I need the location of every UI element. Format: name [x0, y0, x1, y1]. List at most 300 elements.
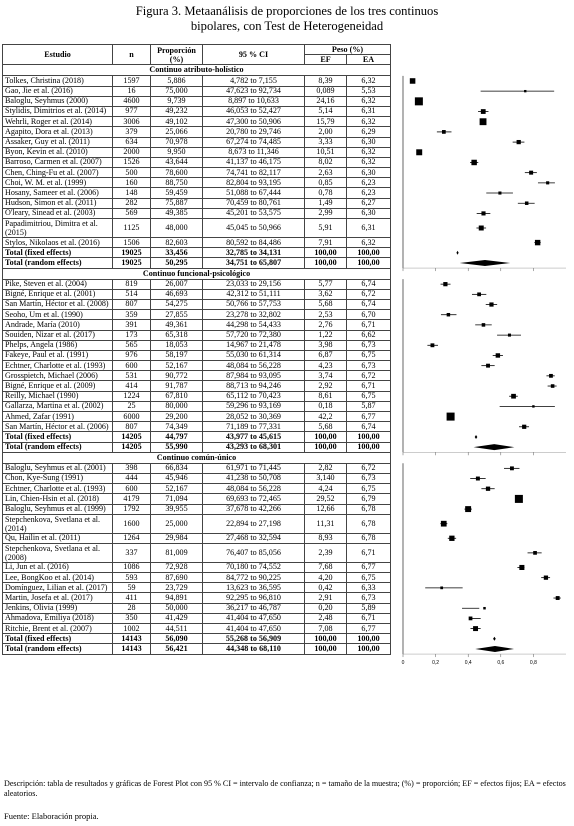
total-random-row: [3, 442, 391, 452]
weight-fixed: 0,18: [305, 401, 347, 411]
weight-fixed: 11,31: [305, 514, 347, 533]
confidence-interval: 80,592 to 84,486: [203, 238, 305, 248]
weight-random: 6,75: [347, 484, 391, 494]
point-estimate-marker: [524, 90, 526, 92]
weight-random: 6,70: [347, 310, 391, 320]
total-p: 44,797: [151, 432, 203, 442]
sample-size: 444: [113, 473, 151, 483]
proportion: 75,000: [151, 86, 203, 96]
sample-size: 6000: [113, 412, 151, 422]
study-row: [3, 310, 391, 320]
total-random-row: [3, 258, 391, 268]
total-n: 14143: [113, 634, 151, 644]
study-row: [3, 137, 391, 147]
weight-fixed: 0,78: [305, 188, 347, 198]
point-estimate-marker: [441, 521, 447, 527]
point-estimate-marker: [510, 466, 514, 470]
weight-random: 6,74: [347, 279, 391, 289]
weight-random: 6,77: [347, 562, 391, 572]
proportion: 82,603: [151, 238, 203, 248]
weight-random: 5,89: [347, 603, 391, 613]
point-estimate-marker: [549, 374, 553, 378]
confidence-interval: 22,894 to 27,198: [203, 514, 305, 533]
study-row: [3, 330, 391, 340]
sample-size: 359: [113, 310, 151, 320]
study-name: Ritchie, Brent et al. (2007): [3, 624, 113, 634]
weight-fixed: 4,24: [305, 484, 347, 494]
weight-fixed: 2,39: [305, 543, 347, 562]
point-estimate-marker: [476, 477, 480, 481]
proportion: 72,928: [151, 562, 203, 572]
weight-fixed: 8,39: [305, 76, 347, 86]
sample-size: 3006: [113, 117, 151, 127]
study-name: Reilly, Michael (1990): [3, 391, 113, 401]
study-row: [3, 562, 391, 572]
study-row: [3, 361, 391, 371]
proportion: 41,429: [151, 613, 203, 623]
weight-fixed: 8,61: [305, 391, 347, 401]
study-row: [3, 96, 391, 106]
study-name: Agapito, Dora et al. (2013): [3, 127, 113, 137]
confidence-interval: 45,201 to 53,575: [203, 208, 305, 218]
weight-random: 6,77: [347, 412, 391, 422]
weight-random: 6,31: [347, 106, 391, 116]
point-estimate-marker: [498, 191, 501, 194]
total-ea: 100,00: [347, 432, 391, 442]
sample-size: 337: [113, 543, 151, 562]
sample-size: 500: [113, 168, 151, 178]
sample-size: 1597: [113, 76, 151, 86]
total-ef: 100,00: [305, 634, 347, 644]
figure-title: [0, 4, 574, 34]
study-name: Andrade, María (2010): [3, 320, 113, 330]
study-row: [3, 624, 391, 634]
study-name: Hosany, Sameer et al. (2006): [3, 188, 113, 198]
point-estimate-marker: [477, 292, 481, 296]
proportion: 52,167: [151, 361, 203, 371]
point-estimate-marker: [431, 343, 435, 347]
proportion: 39,955: [151, 504, 203, 514]
sample-size: 565: [113, 340, 151, 350]
sample-size: 593: [113, 573, 151, 583]
sample-size: 4179: [113, 494, 151, 504]
total-label: Total (fixed effects): [3, 634, 113, 644]
total-ea: 100,00: [347, 258, 391, 268]
sample-size: 1600: [113, 514, 151, 533]
proportion: 25,000: [151, 514, 203, 533]
weight-random: 6,74: [347, 422, 391, 432]
proportion: 29,200: [151, 412, 203, 422]
study-name: Stepchenkova, Svetlana et al. (2008): [3, 543, 113, 562]
point-estimate-marker: [415, 97, 423, 105]
proportion: 48,000: [151, 219, 203, 238]
weight-random: 6,30: [347, 168, 391, 178]
point-estimate-marker: [511, 394, 516, 399]
header-row-top: [3, 45, 391, 55]
point-estimate-marker: [533, 551, 537, 555]
weight-random: 6,32: [347, 238, 391, 248]
weight-fixed: 2,99: [305, 208, 347, 218]
study-name: Hudson, Simon et al. (2011): [3, 198, 113, 208]
weight-fixed: 5,14: [305, 106, 347, 116]
weight-random: 6,78: [347, 533, 391, 543]
confidence-interval: 42,312 to 51,111: [203, 289, 305, 299]
point-estimate-marker: [529, 171, 533, 175]
weight-fixed: 8,02: [305, 157, 347, 167]
point-estimate-marker: [532, 405, 534, 407]
study-row: [3, 106, 391, 116]
study-row: [3, 583, 391, 593]
header-n: n: [113, 45, 151, 65]
weight-random: 6,29: [347, 127, 391, 137]
proportion: 80,000: [151, 401, 203, 411]
study-name: Stepchenkova, Svetlana et al. (2014): [3, 514, 113, 533]
weight-fixed: 5,91: [305, 219, 347, 238]
confidence-interval: 87,984 to 93,095: [203, 371, 305, 381]
pooled-fixed-diamond: [475, 435, 478, 439]
weight-random: 6,75: [347, 573, 391, 583]
sample-size: 807: [113, 299, 151, 309]
weight-fixed: 0,42: [305, 583, 347, 593]
confidence-interval: 59,296 to 93,169: [203, 401, 305, 411]
study-name: San Martín, Héctor et al. (2008): [3, 299, 113, 309]
study-row: [3, 391, 391, 401]
proportion: 75,887: [151, 198, 203, 208]
study-row: [3, 320, 391, 330]
section-header: [3, 268, 391, 279]
total-ci: 32,785 to 34,131: [203, 248, 305, 258]
confidence-interval: 71,189 to 77,331: [203, 422, 305, 432]
sample-size: 1224: [113, 391, 151, 401]
point-estimate-marker: [551, 384, 555, 388]
confidence-interval: 20,780 to 29,746: [203, 127, 305, 137]
point-estimate-marker: [482, 323, 486, 327]
sample-size: 1792: [113, 504, 151, 514]
proportion: 65,318: [151, 330, 203, 340]
table-body: [3, 65, 391, 654]
study-name: Bigné, Enrique et al. (2001): [3, 289, 113, 299]
weight-random: 6,23: [347, 188, 391, 198]
weight-random: 6,73: [347, 593, 391, 603]
sample-size: 569: [113, 208, 151, 218]
proportion: 90,772: [151, 371, 203, 381]
study-name: Baloglu, Seyhmus et al. (1999): [3, 504, 113, 514]
study-row: [3, 127, 391, 137]
proportion: 25,066: [151, 127, 203, 137]
section-title: Continuo común-único: [3, 452, 391, 463]
confidence-interval: 4,782 to 7,155: [203, 76, 305, 86]
point-estimate-marker: [479, 226, 484, 231]
weight-fixed: 3,98: [305, 340, 347, 350]
sample-size: 350: [113, 613, 151, 623]
section-header: [3, 452, 391, 463]
confidence-interval: 41,404 to 47,650: [203, 624, 305, 634]
study-row: [3, 238, 391, 248]
study-row: [3, 86, 391, 96]
study-row: [3, 422, 391, 432]
total-p: 56,090: [151, 634, 203, 644]
sample-size: 379: [113, 127, 151, 137]
weight-fixed: 5,77: [305, 279, 347, 289]
sample-size: 976: [113, 350, 151, 360]
header-ci: 95 % CI: [203, 45, 305, 65]
meta-analysis-table: [2, 44, 391, 655]
study-name: Ahmed, Zafar (1991): [3, 412, 113, 422]
weight-random: 6,74: [347, 299, 391, 309]
figure-description: Descripción: tabla de resultados y gráficas de Forest Plot con 95 % CI = intervalo de confianza; n = tamaño de la muestra; (%) = proporción; EF = efectos fijos; EA = efectos aleatorios.: [4, 779, 566, 798]
confidence-interval: 74,741 to 82,117: [203, 168, 305, 178]
weight-fixed: 15,79: [305, 117, 347, 127]
study-name: Assaker, Guy et al. (2011): [3, 137, 113, 147]
confidence-interval: 13,623 to 36,595: [203, 583, 305, 593]
weight-random: 6,73: [347, 340, 391, 350]
study-row: [3, 178, 391, 188]
sample-size: 600: [113, 484, 151, 494]
study-name: Choi, W. M. et al. (1999): [3, 178, 113, 188]
point-estimate-marker: [489, 302, 493, 306]
point-estimate-marker: [544, 576, 548, 580]
confidence-interval: 41,238 to 50,708: [203, 473, 305, 483]
weight-fixed: 7,08: [305, 624, 347, 634]
proportion: 29,984: [151, 533, 203, 543]
point-estimate-marker: [515, 495, 523, 503]
study-name: Tolkes, Christina (2018): [3, 76, 113, 86]
study-row: [3, 219, 391, 238]
weight-random: 6,71: [347, 320, 391, 330]
weight-fixed: 2,92: [305, 381, 347, 391]
study-name: Fakeye, Paul et al. (1991): [3, 350, 113, 360]
confidence-interval: 36,217 to 46,787: [203, 603, 305, 613]
sample-size: 600: [113, 361, 151, 371]
total-n: 19025: [113, 258, 151, 268]
study-row: [3, 533, 391, 543]
confidence-interval: 70,180 to 74,552: [203, 562, 305, 572]
study-name: San Martín, Héctor et al. (2006): [3, 422, 113, 432]
confidence-interval: 28,052 to 30,369: [203, 412, 305, 422]
weight-random: 6,71: [347, 381, 391, 391]
total-ef: 100,00: [305, 258, 347, 268]
point-estimate-marker: [496, 353, 500, 357]
confidence-interval: 44,298 to 54,433: [203, 320, 305, 330]
confidence-interval: 55,030 to 61,314: [203, 350, 305, 360]
confidence-interval: 57,720 to 72,380: [203, 330, 305, 340]
confidence-interval: 41,137 to 46,175: [203, 157, 305, 167]
pooled-random-diamond: [474, 444, 515, 450]
confidence-interval: 41,404 to 47,650: [203, 613, 305, 623]
study-name: Wehrli, Roger et al. (2014): [3, 117, 113, 127]
confidence-interval: 82,804 to 93,195: [203, 178, 305, 188]
weight-fixed: 7,91: [305, 238, 347, 248]
proportion: 67,810: [151, 391, 203, 401]
total-ef: 100,00: [305, 432, 347, 442]
proportion: 74,349: [151, 422, 203, 432]
total-ea: 100,00: [347, 442, 391, 452]
study-row: [3, 504, 391, 514]
study-name: Martin, Josefa et al. (2017): [3, 593, 113, 603]
pooled-random-diamond: [460, 260, 511, 266]
proportion: 49,102: [151, 117, 203, 127]
confidence-interval: 8,673 to 11,346: [203, 147, 305, 157]
total-ci: 55,268 to 56,909: [203, 634, 305, 644]
proportion: 71,094: [151, 494, 203, 504]
proportion: 5,886: [151, 76, 203, 86]
point-estimate-marker: [471, 160, 476, 165]
weight-fixed: 2,00: [305, 127, 347, 137]
point-estimate-marker: [447, 413, 455, 421]
study-row: [3, 198, 391, 208]
sample-size: 173: [113, 330, 151, 340]
header-ea: EA: [347, 55, 391, 65]
proportion: 66,834: [151, 463, 203, 473]
weight-random: 6,32: [347, 157, 391, 167]
weight-fixed: 42,2: [305, 412, 347, 422]
sample-size: 411: [113, 593, 151, 603]
study-name: Qu, Hailin et al. (2011): [3, 533, 113, 543]
confidence-interval: 23,278 to 32,802: [203, 310, 305, 320]
proportion: 49,232: [151, 106, 203, 116]
point-estimate-marker: [481, 211, 485, 215]
weight-fixed: 3,74: [305, 371, 347, 381]
total-label: Total (random effects): [3, 442, 113, 452]
weight-fixed: 1,22: [305, 330, 347, 340]
study-row: [3, 473, 391, 483]
point-estimate-marker: [535, 240, 540, 245]
header-proporcion: Proporción (%): [151, 45, 203, 65]
study-row: [3, 412, 391, 422]
study-row: [3, 340, 391, 350]
weight-fixed: 29,52: [305, 494, 347, 504]
study-name: Domínguez, Lilian et al. (2017): [3, 583, 113, 593]
sample-size: 514: [113, 289, 151, 299]
weight-fixed: 24,16: [305, 96, 347, 106]
total-fixed-row: [3, 248, 391, 258]
weight-random: 6,72: [347, 463, 391, 473]
figure-source: Fuente: Elaboración propia.: [4, 811, 99, 821]
confidence-interval: 50,766 to 57,753: [203, 299, 305, 309]
study-name: Grosspietch, Michael (2006): [3, 371, 113, 381]
weight-random: 6,71: [347, 613, 391, 623]
study-row: [3, 603, 391, 613]
total-ci: 34,751 to 65,807: [203, 258, 305, 268]
study-row: [3, 350, 391, 360]
point-estimate-marker: [469, 617, 473, 621]
sample-size: 1264: [113, 533, 151, 543]
proportion: 26,007: [151, 279, 203, 289]
study-row: [3, 147, 391, 157]
total-random-row: [3, 644, 391, 654]
point-estimate-marker: [416, 149, 422, 155]
sample-size: 160: [113, 178, 151, 188]
weight-fixed: 0,85: [305, 178, 347, 188]
sample-size: 398: [113, 463, 151, 473]
confidence-interval: 76,407 to 85,056: [203, 543, 305, 562]
total-fixed-row: [3, 432, 391, 442]
weight-fixed: 2,76: [305, 320, 347, 330]
pooled-fixed-diamond: [493, 637, 496, 641]
confidence-interval: 37,678 to 42,266: [203, 504, 305, 514]
weight-random: 5,87: [347, 401, 391, 411]
weight-fixed: 6,87: [305, 350, 347, 360]
proportion: 45,946: [151, 473, 203, 483]
total-label: Total (random effects): [3, 258, 113, 268]
total-ef: 100,00: [305, 442, 347, 452]
weight-random: 6,73: [347, 361, 391, 371]
figure-title-line2: bipolares, con Test de Heterogeneidad: [190, 19, 384, 33]
weight-random: 6,75: [347, 350, 391, 360]
total-p: 55,990: [151, 442, 203, 452]
point-estimate-marker: [410, 78, 416, 84]
proportion: 87,690: [151, 573, 203, 583]
sample-size: 1002: [113, 624, 151, 634]
study-row: [3, 401, 391, 411]
proportion: 9,950: [151, 147, 203, 157]
total-n: 14205: [113, 442, 151, 452]
confidence-interval: 14,967 to 21,478: [203, 340, 305, 350]
weight-fixed: 3,140: [305, 473, 347, 483]
point-estimate-marker: [440, 586, 443, 589]
study-row: [3, 168, 391, 178]
study-name: Gao, Jie et al. (2016): [3, 86, 113, 96]
weight-random: 6,31: [347, 219, 391, 238]
sample-size: 282: [113, 198, 151, 208]
study-row: [3, 381, 391, 391]
header-peso: Peso (%): [305, 45, 391, 55]
proportion: 81,009: [151, 543, 203, 562]
study-name: Pike, Steven et al. (2004): [3, 279, 113, 289]
point-estimate-marker: [522, 425, 526, 429]
weight-fixed: 2,82: [305, 463, 347, 473]
pooled-random-diamond: [475, 646, 514, 652]
point-estimate-marker: [449, 536, 454, 541]
study-name: Ahmadova, Emiliya (2018): [3, 613, 113, 623]
point-estimate-marker: [517, 140, 521, 144]
section-title: Continuo funcional-psicológico: [3, 268, 391, 279]
weight-random: 6,78: [347, 504, 391, 514]
confidence-interval: 23,033 to 29,156: [203, 279, 305, 289]
total-label: Total (fixed effects): [3, 248, 113, 258]
pooled-fixed-diamond: [456, 251, 458, 255]
study-name: Jenkins, Olivia (1999): [3, 603, 113, 613]
point-estimate-marker: [481, 109, 486, 114]
proportion: 88,750: [151, 178, 203, 188]
weight-fixed: 2,63: [305, 168, 347, 178]
total-label: Total (random effects): [3, 644, 113, 654]
proportion: 44,511: [151, 624, 203, 634]
study-name: Byon, Kevin et al. (2010): [3, 147, 113, 157]
weight-fixed: 2,48: [305, 613, 347, 623]
total-n: 14143: [113, 644, 151, 654]
proportion: 54,275: [151, 299, 203, 309]
axis-tick-label: 0: [401, 660, 405, 667]
weight-random: 6,23: [347, 178, 391, 188]
study-name: Seoho, Um et al. (1990): [3, 310, 113, 320]
confidence-interval: 27,468 to 32,594: [203, 533, 305, 543]
sample-size: 807: [113, 422, 151, 432]
study-row: [3, 208, 391, 218]
study-name: Souiden, Nizar et al. (2017): [3, 330, 113, 340]
point-estimate-marker: [483, 607, 485, 609]
confidence-interval: 47,300 to 50,906: [203, 117, 305, 127]
confidence-interval: 8,897 to 10,633: [203, 96, 305, 106]
study-name: Baloglu, Seyhmus (2000): [3, 96, 113, 106]
section-header: [3, 65, 391, 76]
confidence-interval: 48,084 to 56,228: [203, 361, 305, 371]
confidence-interval: 65,112 to 70,423: [203, 391, 305, 401]
weight-random: 6,73: [347, 473, 391, 483]
weight-fixed: 5,68: [305, 422, 347, 432]
proportion: 27,855: [151, 310, 203, 320]
weight-random: 6,27: [347, 198, 391, 208]
